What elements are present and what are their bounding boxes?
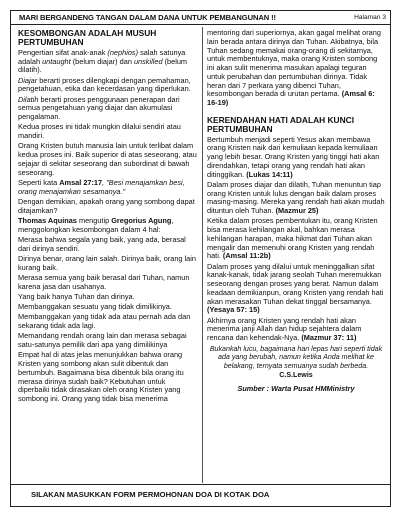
header-title: MARI BERGANDENG TANGAN DALAM DANA UNTUK PEMBANGUNAN !! <box>19 13 276 22</box>
section-heading-humility: KERENDAHAN HATI ADALAH KUNCI PERTUMBUHAN <box>207 114 355 134</box>
source-credit: Sumber : Warta Pusat HMMinistry <box>237 384 355 394</box>
list-item: Memandang rendah orang lain dan merasa sebagai satu-satunya pemilik dari apa yang dimilikinya <box>18 331 187 350</box>
paragraph: Kedua proses ini tidak mungkin dilalui sendiri atau mandiri. <box>18 122 181 141</box>
section-heading-pride: KESOMBONGAN ADALAH MUSUH PERTUMBUHAN <box>18 28 157 47</box>
text: salah satunya adalah <box>18 47 186 66</box>
text: Dalam proses yang dilalui untuk meninggalkan sifat kanak-kanak, tidak jarang seolah Tuhan meremukkan seseorang dengan proses yang berat. Namun dalam keadaan demikianpun, orang Kristen yang rendah hati akan merasakan Tuhan dekat tinggal bersamanya. <box>207 261 384 306</box>
text-italic: (nephios) <box>107 47 139 57</box>
scripture-ref: (Yesaya 57: 15) <box>207 305 260 315</box>
paragraph <box>207 136 385 180</box>
text: Seperti kata <box>18 177 60 187</box>
quote-text: Bukankah lucu, bagaimana hari lepas hari seperti tidak ada yang berubah, namun ketika Anda melihat ke belakang, ternyata semuanya sudah berbeda. <box>209 344 383 370</box>
list-item: Merasa bahwa segala yang baik, yang ada, berasal dari dirinya sendiri. <box>18 234 186 253</box>
paragraph: Empat hal di atas jelas menunjukkan bahwa orang Kristen yang sombong akan sulit dibentuk dan bertumbuh. Bagaimana bisa dibentuk bila orang itu merasa dirinya sudah baik? Kebutuhan untuk diperbaiki tidak dirasakan oleh orang Kristen yang sombong ini. Orang yang tidak bisa menerima <box>18 350 184 404</box>
newsletter-page <box>10 10 391 507</box>
list-item: Membanggakan yang tidak ada atau pernah ada dan sekarang tidak ada lagi. <box>18 312 191 331</box>
text: Dalam proses diajar dan dilatih, Tuhan menuntun tiap orang Kristen untuk lulus dengan baik dalam proses masing-masing. Mereka yang rendah hati akan mudah dituntun oleh Tuhan. <box>207 179 385 216</box>
scripture-ref: (Lukas 14:11) <box>246 169 293 179</box>
paragraph: Orang Kristen butuh manusia lain untuk terlibat dalam kedua proses ini. Baik superior di atas seseorang, atau sejajar di sekitar seseorang dan subordinat di bawah seseorang. <box>18 141 197 177</box>
paragraph <box>207 29 385 108</box>
list-item: Dirinya benar, orang lain salah. Dirinya baik, orang lain kurang baik. <box>18 253 196 272</box>
quote <box>207 345 385 379</box>
scripture-ref: (Mazmur 37: 11) <box>301 333 357 343</box>
list-item: Yang baik hanya Tuhan dan dirinya. <box>18 291 135 301</box>
paragraph <box>18 96 198 122</box>
paragraph <box>18 217 198 235</box>
scripture-ref: (Amsal 11:2b) <box>222 251 271 261</box>
text: Akhirnya orang Kristen yang rendah hati akan menerima janji Allah dan hidup sejahtera dalam rencana dan kehendak-Nya. <box>207 315 362 343</box>
page-footer <box>11 484 390 506</box>
paragraph <box>18 77 198 95</box>
text: (belum dilatih). <box>18 56 188 75</box>
text-italic: untaught <box>42 56 71 66</box>
list-item: Merasa semua yang baik berasal dari Tuhan, namun karena jasa dan usahanya. <box>18 272 190 291</box>
right-column <box>207 29 385 395</box>
text: , menggolongkan kesombongan dalam 4 hal: <box>18 215 174 234</box>
text: berarti proses penggunaan penerapan dari semua pengetahuan yang diajar dan akumulasi pengalaman. <box>18 94 180 122</box>
quote-author: C.S.Lewis <box>279 370 313 379</box>
paragraph <box>18 49 198 75</box>
list-item: Membanggakan sesuatu yang tidak dimilikinya. <box>18 302 172 312</box>
paragraph <box>207 263 385 316</box>
paragraph <box>18 179 198 197</box>
text-italic: unskilled <box>133 56 163 66</box>
text-italic: Dilatih <box>18 94 39 104</box>
paragraph <box>207 317 385 343</box>
text-italic: , "Besi menajamkan besi, orang menajamkan sesamanya." <box>18 177 185 196</box>
page-number: Halaman 3 <box>354 14 386 21</box>
paragraph <box>207 181 385 216</box>
author-name: Thomas Aquinas <box>18 215 77 225</box>
text: Bertumbuh menjadi seperti Yesus akan membawa orang Kristen naik dari kemuliaan kepada kemuliaan yang lebih besar. Orang Kristen yang tinggi hati akan direndahkan, tetapi orang yang rendah hati akan ditinggikan. <box>207 134 380 179</box>
page-header <box>11 11 390 25</box>
scripture-ref: (Amsal 6: 16-19) <box>207 89 375 107</box>
text: mengutip <box>76 215 112 225</box>
text: Pengertian sifat anak-anak <box>18 47 108 57</box>
paragraph: Dengan demikian, apakah orang yang sombong dapat ditajamkan? <box>18 196 195 215</box>
text-italic: Diajar <box>18 75 38 85</box>
scripture-ref: (Mazmur 25) <box>275 206 319 216</box>
text: (belum diajar) dan <box>70 56 134 66</box>
left-column <box>18 29 198 405</box>
scripture-ref: Amsal 27:17 <box>59 177 103 187</box>
text: Ketika dalam proses pembentukan itu, orang Kristen bisa merasa kehilangan akal, bahkan merasa kehilangan harapan, maka hikmat dari Tuhan akan mengalir dan memenuhi orang Kristen yang rendah hati. <box>207 216 378 261</box>
footer-notice: SILAKAN MASUKKAN FORM PERMOHONAN DOA DI KOTAK DOA <box>31 490 270 499</box>
text: mentoring dari superiornya, akan gagal melihat orang lain berada antara dirinya dan Tuhan. Akibatnya, bila Tuhan sedang memakai orang-orang di sekitarnya, untuk membentuknya, maka orang Kristen sombong ini akan sulit menerima masukan apalagi teguran untuk perubahan dan pertumbuhan dirinya. Tidak heran dari 7 perkara yang dibenci Tuhan, kesombongan berada di urutan pertama. <box>207 28 381 99</box>
author-name: Gregorius Agung <box>111 215 172 225</box>
paragraph <box>207 217 385 261</box>
column-divider <box>202 27 203 483</box>
text: berarti proses dilengkapi dengan pemahaman, pengetahuan, etika dan kecerdasan yang diperlukan. <box>18 75 191 94</box>
